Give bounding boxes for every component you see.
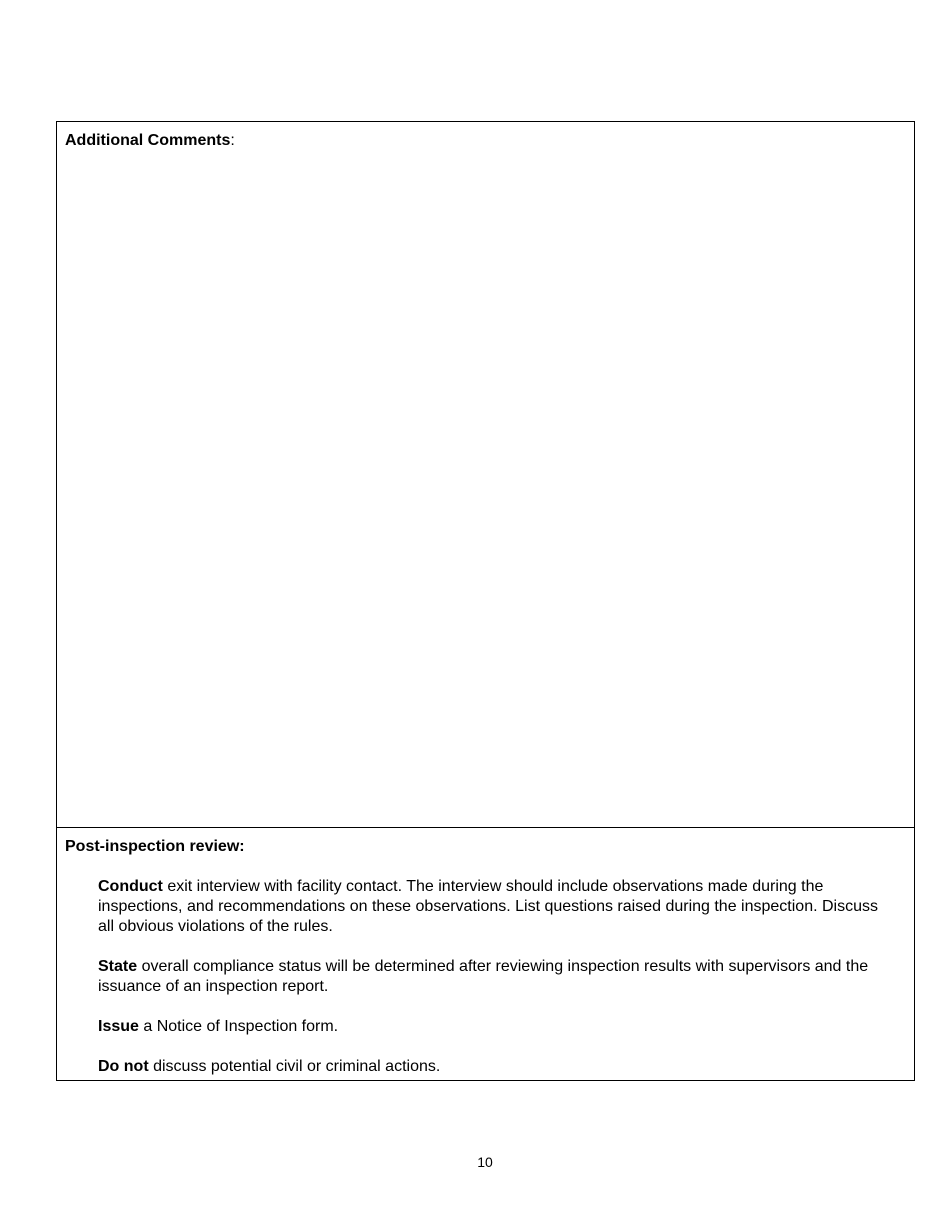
additional-comments-colon: : — [230, 132, 235, 149]
post-inspection-review-label: Post-inspection review: — [65, 838, 245, 855]
review-item-text: discuss potential civil or criminal actions. — [148, 1058, 441, 1075]
post-inspection-review-section — [57, 828, 914, 1080]
review-item-state — [98, 957, 894, 997]
page-number: 10 — [477, 1154, 493, 1170]
review-item-lead: State — [98, 958, 138, 975]
review-item-lead: Issue — [98, 1018, 139, 1035]
additional-comments-label: Additional Comments — [65, 132, 231, 149]
review-instructions-list — [65, 877, 906, 1077]
review-item-do-not — [98, 1057, 894, 1077]
review-item-text: a Notice of Inspection form. — [138, 1018, 339, 1035]
review-item-text: exit interview with facility contact. The interview should include observations made during the inspections, and recommendations on these observations. List questions raised during the inspection. Discuss all obvious violations of the rules. — [98, 878, 878, 935]
post-inspection-review-heading — [65, 837, 906, 857]
review-item-conduct — [98, 877, 894, 937]
review-item-issue — [98, 1017, 894, 1037]
review-item-lead: Conduct — [98, 878, 163, 895]
review-item-lead: Do not — [98, 1058, 149, 1075]
inspection-form-table — [56, 121, 915, 1081]
additional-comments-heading — [65, 131, 906, 151]
review-item-text: overall compliance status will be determined after reviewing inspection results with supervisors and the issuance of an inspection report. — [98, 958, 869, 995]
additional-comments-section — [57, 122, 914, 828]
